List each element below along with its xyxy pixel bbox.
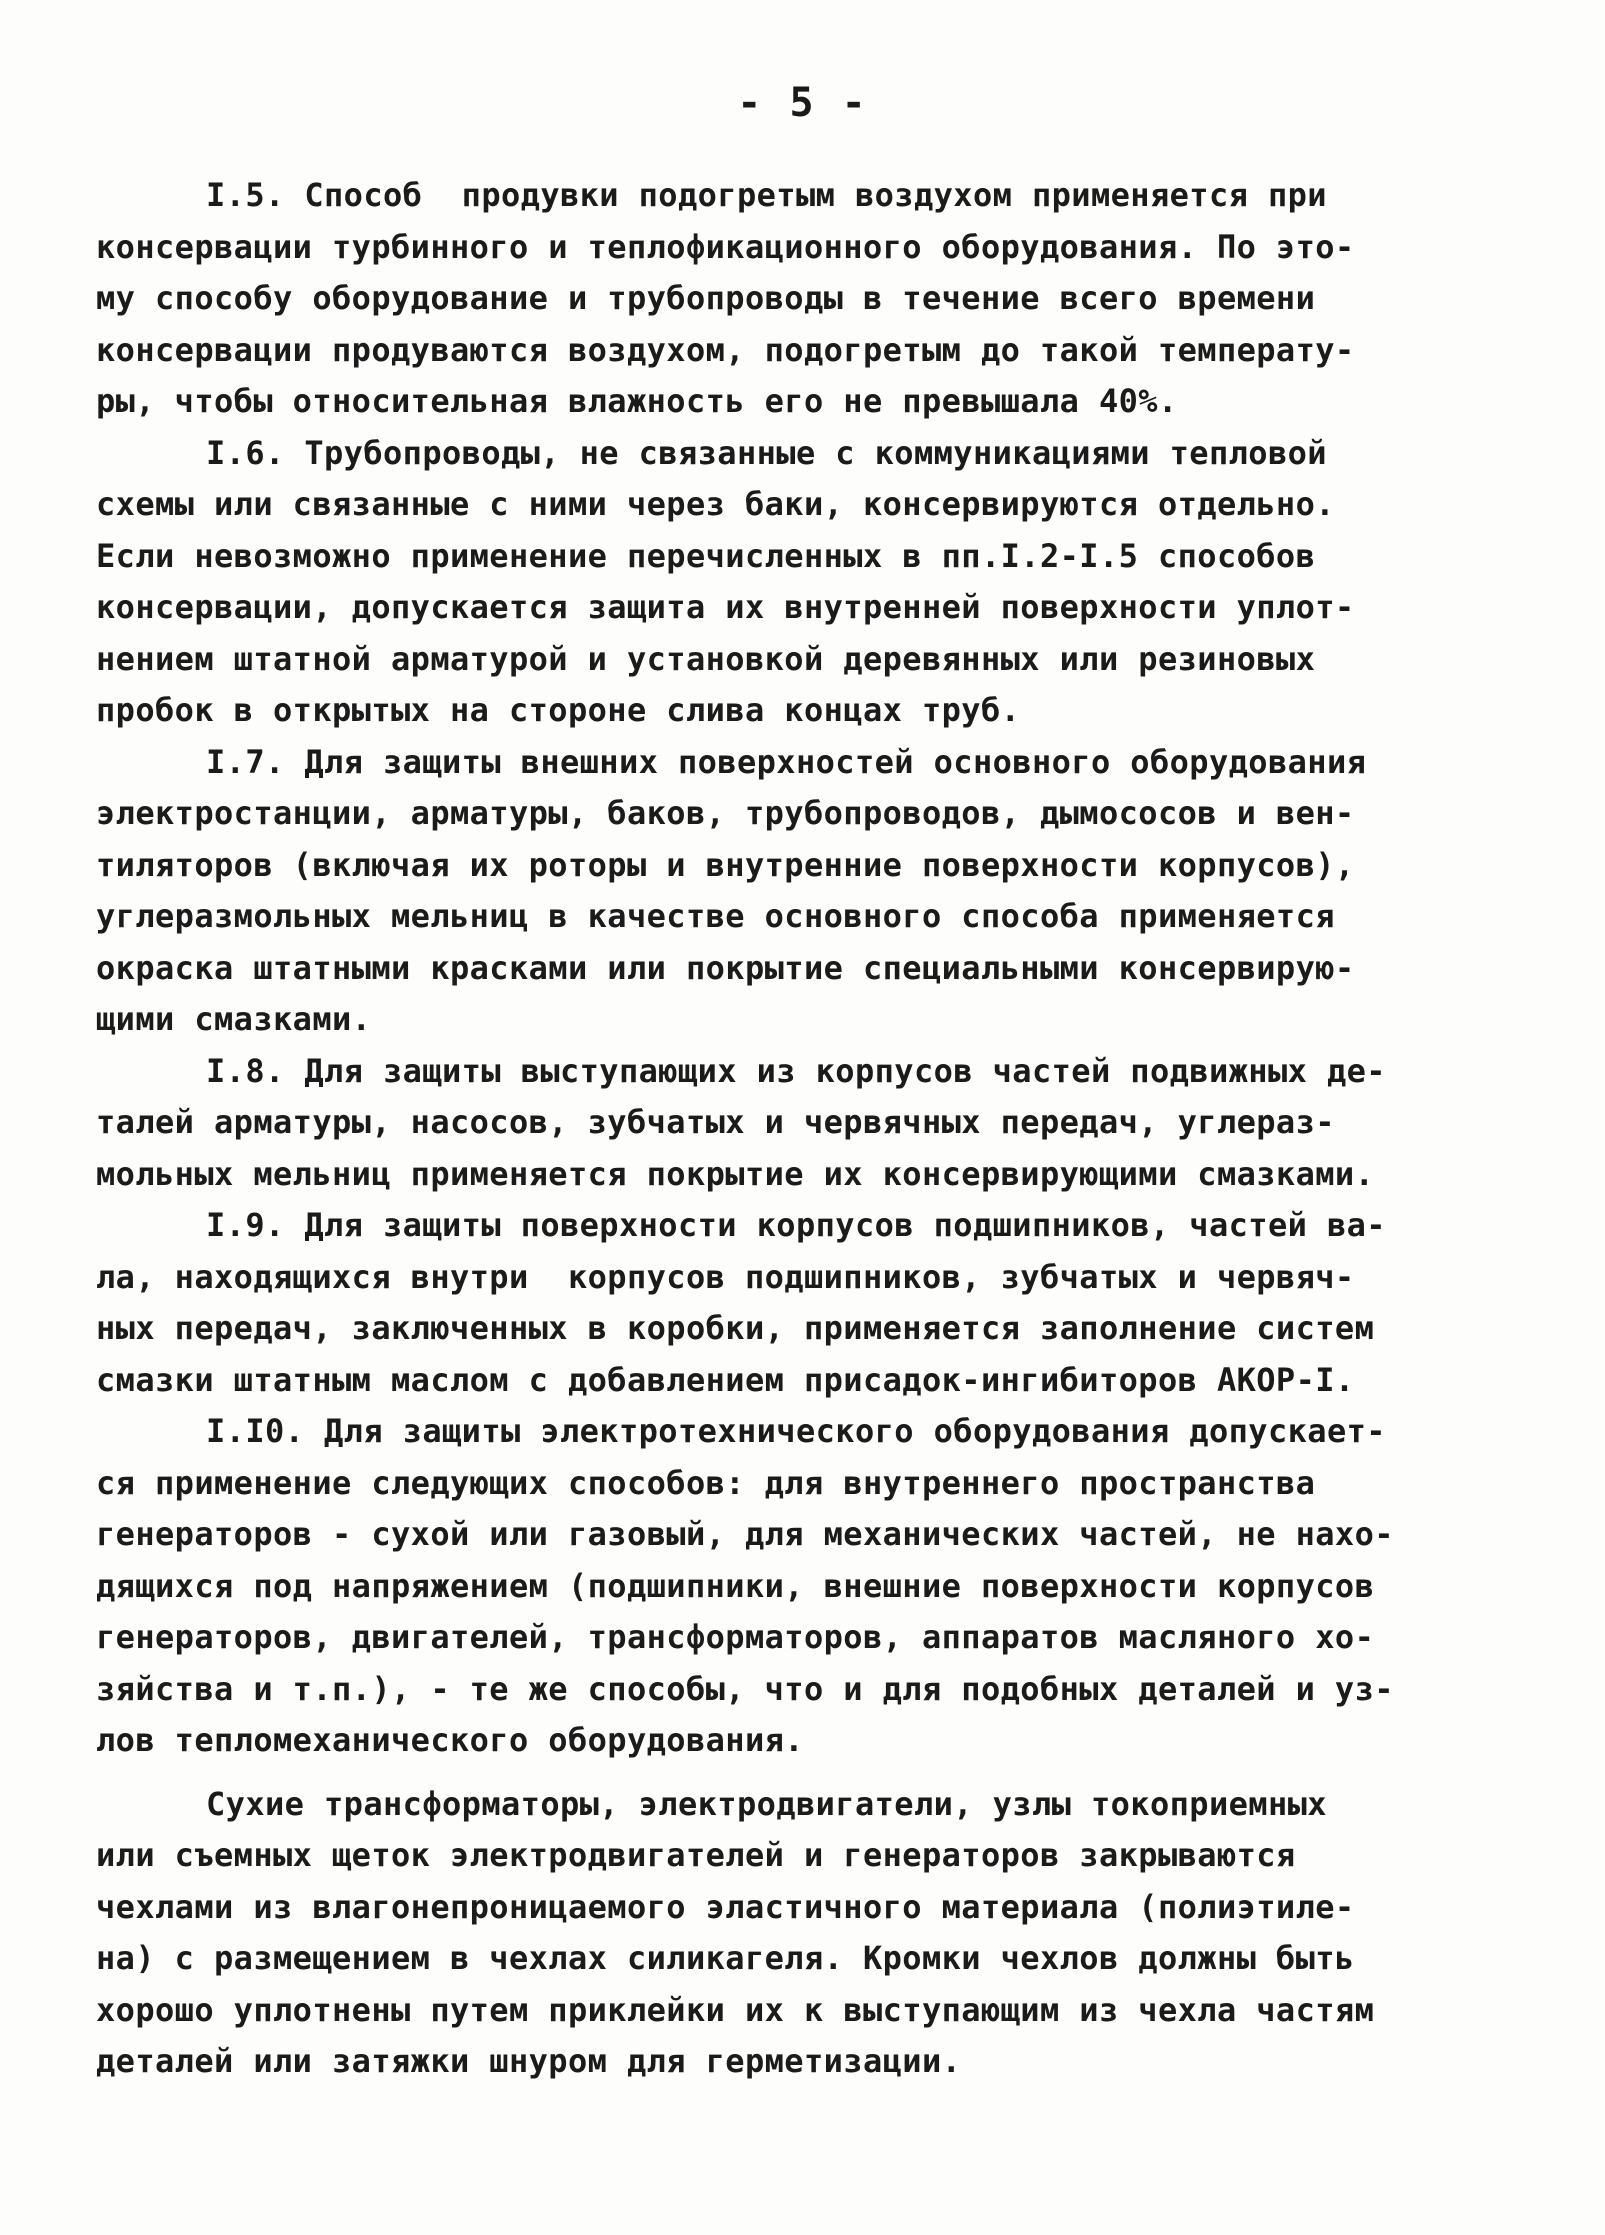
text-line: му способу оборудование и трубопроводы в течение всего времени [96, 279, 1316, 317]
text-line: Если невозможно применение перечисленных в пп.I.2-I.5 способов [96, 536, 1316, 575]
text-line: на) с размещением в чехлах силикагеля. Кромки чехлов должны быть [96, 1939, 1355, 1977]
paragraph-1-7 [96, 737, 1506, 1046]
text-line: деталей или затяжки шнуром для герметизации. [96, 2042, 962, 2080]
text-line: углеразмольных мельниц в качестве основного способа применяется [96, 897, 1335, 935]
text-line: I.5. Способ продувки подогретым воздухом применяется при [206, 176, 1327, 214]
text-line: чехлами из влагонепроницаемого эластичного материала (полиэтиле- [96, 1887, 1355, 1926]
text-line: или съемных щеток электродвигателей и генераторов закрываются [96, 1836, 1296, 1874]
text-line: пробок в открытых на стороне слива концах труб. [96, 691, 1021, 729]
paragraph-1-10 [96, 1406, 1506, 1767]
text-line: консервации, допускается защита их внутренней поверхности уплот- [96, 588, 1355, 626]
text-line: ры, чтобы относительная влажность его не превышала 40%. [96, 382, 1178, 420]
text-line: тиляторов (включая их роторы и внутренние поверхности корпусов), [96, 845, 1355, 884]
text-line: Сухие трансформаторы, электродвигатели, узлы токоприемных [206, 1784, 1327, 1823]
paragraph-1-6 [96, 428, 1506, 737]
text-line: электростанции, арматуры, баков, трубопроводов, дымососов и вен- [96, 794, 1355, 832]
text-line: консервации продуваются воздухом, подогретым до такой температу- [96, 330, 1355, 369]
text-line: нением штатной арматурой и установкой деревянных или резиновых [96, 639, 1316, 678]
text-line: I.I0. Для защиты электротехнического оборудования допускает- [206, 1412, 1386, 1450]
text-line: консервации турбинного и теплофикационного оборудования. По это- [96, 227, 1355, 266]
text-line: I.8. Для защиты выступающих из корпусов частей подвижных де- [206, 1051, 1386, 1090]
paragraph-1-8 [96, 1046, 1506, 1201]
text-line: I.6. Трубопроводы, не связанные с коммуникациями тепловой [206, 433, 1327, 472]
text-line: талей арматуры, насосов, зубчатых и червячных передач, углераз- [96, 1103, 1335, 1141]
text-line: ла, находящихся внутри корпусов подшипников, зубчатых и червяч- [96, 1257, 1355, 1296]
text-line: I.7. Для защиты внешних поверхностей основного оборудования [206, 742, 1367, 781]
text-line: генераторов - сухой или газовый, для механических частей, не нахо- [96, 1515, 1394, 1553]
text-line: ся применение следующих способов: для внутреннего пространства [96, 1463, 1316, 1502]
text-line: схемы или связанные с ними через баки, консервируются отдельно. [96, 485, 1335, 523]
text-line: I.9. Для защиты поверхности корпусов подшипников, частей ва- [206, 1206, 1386, 1244]
text-line: окраска штатными красками или покрытие специальными консервирую- [96, 948, 1355, 987]
text-line: хорошо уплотнены путем приклейки их к выступающим из чехла частям [96, 1990, 1375, 2029]
text-line: ных передач, заключенных в коробки, применяется заполнение систем [96, 1309, 1375, 1347]
text-line: смазки штатным маслом с добавлением присадок-ингибиторов АКОР-I. [96, 1360, 1355, 1399]
document-body [96, 170, 1506, 2088]
paragraph-spacer [96, 1767, 1506, 1779]
paragraph-1-9 [96, 1200, 1506, 1406]
text-line: дящихся под напряжением (подшипники, внешние поверхности корпусов [96, 1566, 1375, 1605]
page-number: - 5 - [737, 80, 868, 126]
text-line: генераторов, двигателей, трансформаторов, аппаратов масляного хо- [96, 1618, 1375, 1656]
text-line: мольных мельниц применяется покрытие их консервирующими смазками. [96, 1154, 1375, 1193]
text-line: зяйства и т.п.), - те же способы, что и для подобных деталей и уз- [96, 1669, 1394, 1708]
paragraph-dry-equipment [96, 1779, 1506, 2088]
paragraph-1-5 [96, 170, 1506, 428]
text-line: лов тепломеханического оборудования. [96, 1721, 804, 1759]
text-line: щими смазками. [96, 1000, 372, 1038]
